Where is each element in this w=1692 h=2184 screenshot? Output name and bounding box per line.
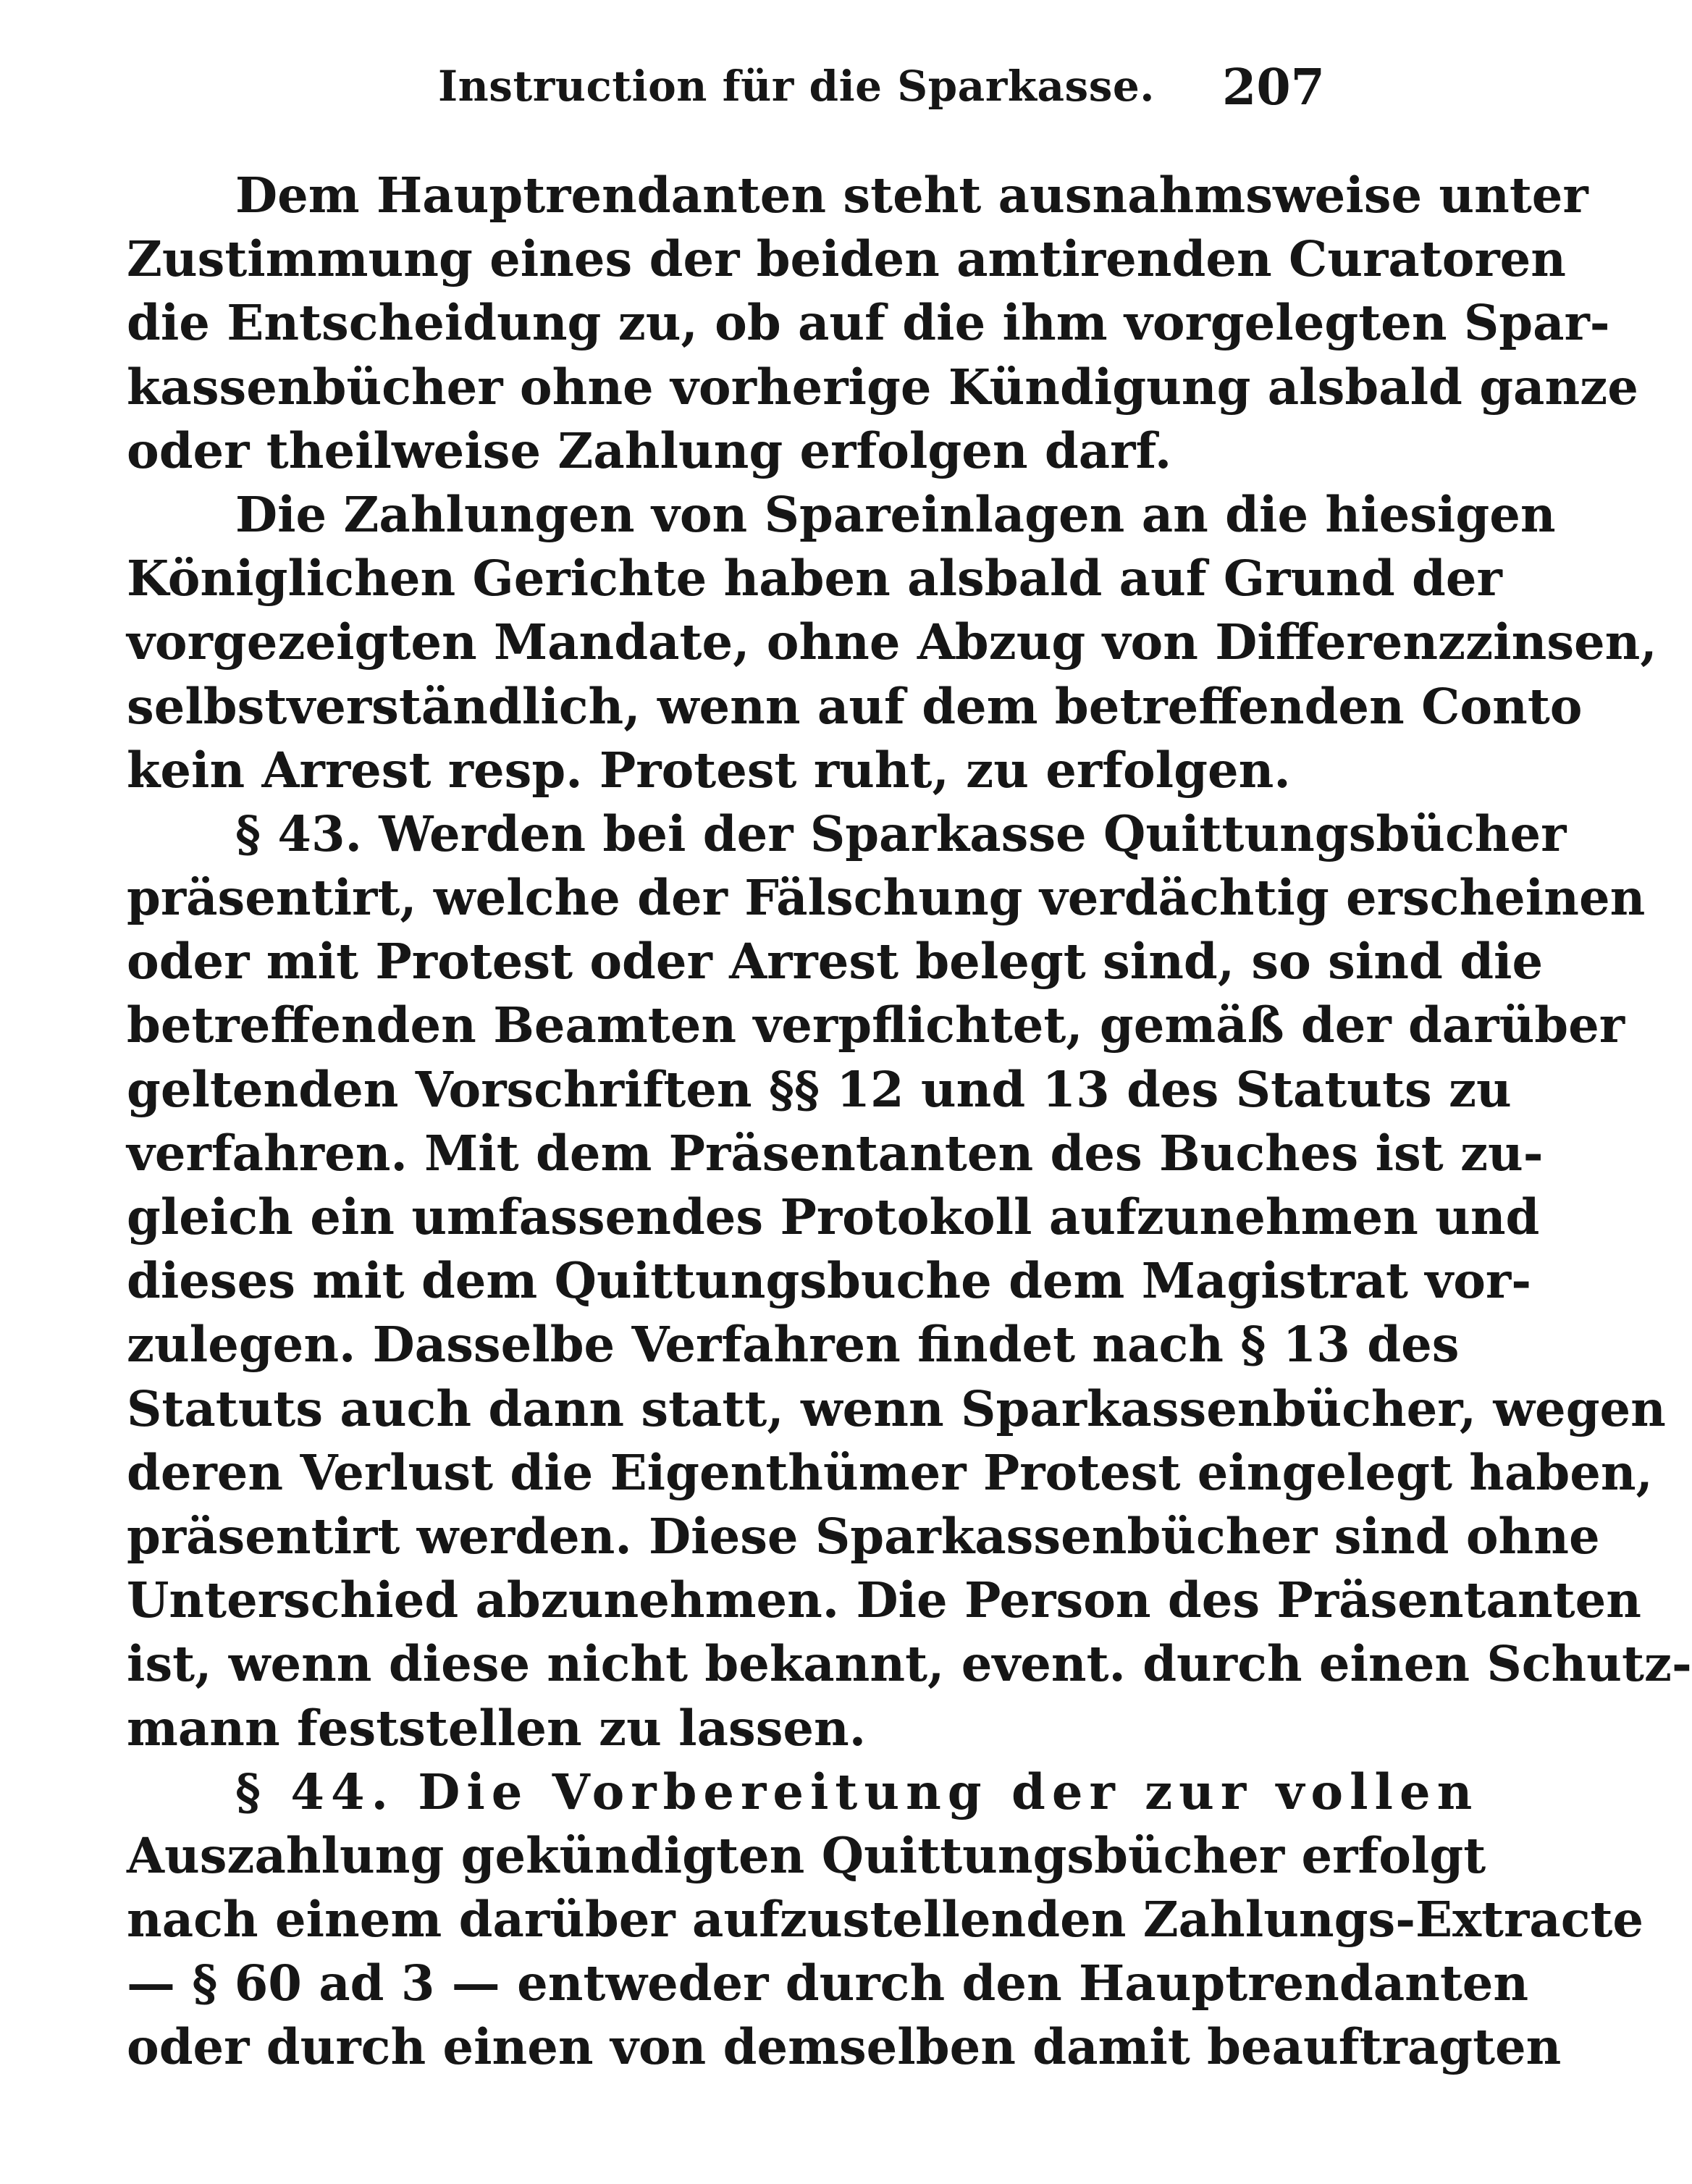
text-line: präsentirt werden. Diese Sparkassenbücher sind ohne — [127, 1507, 1600, 1565]
text-line: deren Verlust die Eigenthümer Protest eingelegt haben, — [127, 1443, 1653, 1501]
text-line: Unterschied abzunehmen. Die Person des Präsentanten — [127, 1571, 1641, 1629]
text-line: Statuts auch dann statt, wenn Sparkassenbücher, wegen — [127, 1379, 1666, 1437]
text-line: gleich ein umfassendes Protokoll aufzunehmen und — [127, 1188, 1540, 1246]
body-text — [127, 164, 1692, 2080]
text-line: vorgezeigten Mandate, ohne Abzug von Differenzzinsen, — [127, 613, 1657, 671]
section-heading-line: § 43. Werden bei der Sparkasse Quittungsbücher — [235, 805, 1567, 862]
text-line: geltenden Vorschriften §§ 12 und 13 des Statuts zu — [127, 1060, 1512, 1118]
text-line: oder theilweise Zahlung erfolgen darf. — [127, 421, 1172, 479]
text-line: nach einem darüber aufzustellenden Zahlungs-Extracte — [127, 1891, 1644, 1949]
text-line: Dem Hauptrendanten steht ausnahmsweise unter — [235, 167, 1588, 224]
page-header — [127, 59, 1325, 127]
page-number: 207 — [1222, 59, 1325, 117]
text-line: präsentirt, welche der Fälschung verdächtig erscheinen — [127, 869, 1646, 927]
text-line: Die Zahlungen von Spareinlagen an die hiesigen — [235, 485, 1556, 543]
section-heading-line: § 44. Die Vorbereitung der zur vollen — [235, 1763, 1479, 1820]
text-line: kassenbücher ohne vorherige Kündigung alsbald ganze — [127, 358, 1638, 416]
text-line: Auszahlung gekündigten Quittungsbücher erfolgt — [127, 1826, 1486, 1884]
text-line: mann feststellen zu lassen. — [127, 1699, 867, 1757]
text-line: Zustimmung eines der beiden amtirenden Curatoren — [127, 230, 1567, 288]
text-line: selbstverständlich, wenn auf dem betreffenden Conto — [127, 677, 1583, 735]
text-line: — § 60 ad 3 — entweder durch den Hauptrendanten — [127, 1954, 1529, 2012]
text-line: oder mit Protest oder Arrest belegt sind, so sind die — [127, 933, 1544, 991]
text-line: die Entscheidung zu, ob auf die ihm vorgelegten Spar- — [127, 294, 1610, 352]
text-line: verfahren. Mit dem Präsentanten des Buches ist zu- — [127, 1124, 1544, 1182]
text-line: zulegen. Dasselbe Verfahren findet nach § 13 des — [127, 1316, 1460, 1374]
text-line: dieses mit dem Quittungsbuche dem Magistrat vor- — [127, 1252, 1532, 1310]
text-line: ist, wenn diese nicht bekannt, event. durch einen Schutz- — [127, 1635, 1692, 1693]
text-line: kein Arrest resp. Protest ruht, zu erfolgen. — [127, 741, 1291, 799]
text-line: oder durch einen von demselben damit beauftragten — [127, 2018, 1562, 2076]
text-line: Königlichen Gerichte haben alsbald auf Grund der — [127, 550, 1502, 608]
running-head: Instruction für die Sparkasse. — [438, 62, 1155, 111]
text-line: betreffenden Beamten verpflichtet, gemäß der darüber — [127, 996, 1625, 1054]
